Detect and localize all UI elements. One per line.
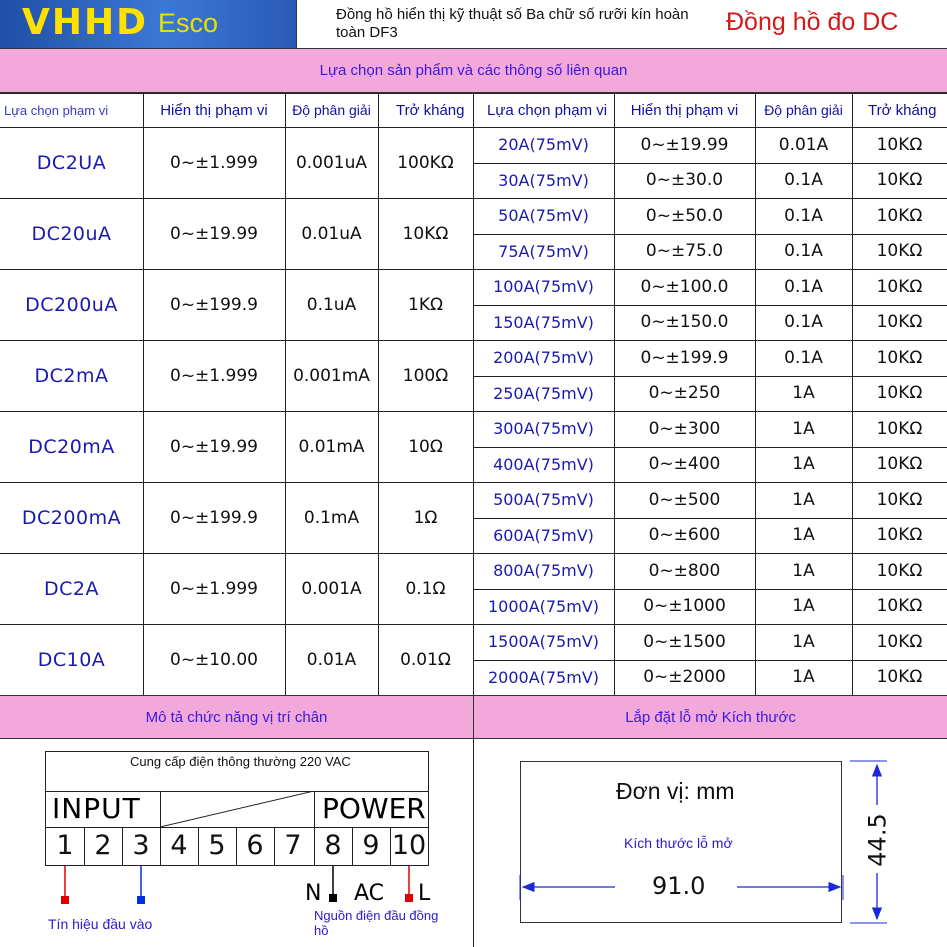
cutout-width: 91.0 [652, 872, 706, 900]
right-row-range: 1500A(75mV) [487, 632, 600, 652]
pin-number: 3 [132, 830, 150, 861]
left-row-resolution: 0.001uA [295, 152, 368, 173]
right-header-2: Độ phân giải [764, 101, 843, 118]
mount-section-header: Lắp đặt lỗ mở Kích thước [474, 695, 947, 739]
left-row-range: DC20mA [28, 435, 115, 458]
right-row-resolution: 1A [792, 525, 815, 546]
pin-divider [198, 827, 199, 866]
left-row-range: DC200mA [21, 506, 122, 529]
right-row-resolution: 0.1A [784, 241, 823, 262]
unit-label: Đơn vị: mm [616, 778, 735, 804]
right-row-impedance: 10KΩ [876, 312, 923, 333]
pin-section-header: Mô tả chức năng vị trí chân [0, 695, 474, 739]
right-row-impedance: 10KΩ [876, 667, 923, 688]
pin-number: 10 [391, 830, 427, 861]
product-description: Đồng hồ hiển thị kỹ thuật số Ba chữ số rưỡi kín hoàn toàn DF3 [336, 6, 689, 41]
left-row-display: 0~±1.999 [170, 152, 258, 173]
right-row-resolution: 1A [792, 631, 815, 652]
pin-divider [390, 827, 391, 866]
cutout-label: Kích thước lỗ mở [624, 835, 733, 851]
left-row-resolution: 0.01A [306, 649, 357, 670]
right-row-display: 0~±250 [648, 383, 721, 404]
right-row-impedance: 10KΩ [876, 489, 923, 510]
right-header-3: Trở kháng [868, 101, 937, 119]
right-row-resolution: 0.1A [784, 312, 823, 333]
right-row-impedance: 10KΩ [876, 276, 923, 297]
right-row-range: 75A(75mV) [498, 241, 589, 261]
left-row-resolution: 0.001mA [293, 365, 370, 386]
right-row-range: 600A(75mV) [493, 525, 594, 545]
supply-text: Cung cấp điện thông thường 220 VAC [130, 754, 351, 769]
brand-name: VHHD [22, 2, 149, 43]
right-row-range: 1000A(75mV) [487, 596, 600, 616]
right-row-display: 0~±400 [648, 454, 721, 475]
left-row-range: DC2mA [34, 364, 109, 387]
right-row-impedance: 10KΩ [876, 596, 923, 617]
right-row-impedance: 10KΩ [876, 170, 923, 191]
right-row-range: 800A(75mV) [493, 561, 594, 581]
right-row-display: 0~±1500 [643, 631, 726, 652]
right-row-impedance: 10KΩ [876, 205, 923, 226]
right-row-display: 0~±150.0 [640, 312, 729, 333]
spec-section-header: Lựa chọn sản phẩm và các thông số liên quan [0, 48, 947, 93]
left-row-display: 0~±19.99 [170, 436, 258, 457]
right-row-display: 0~±300 [648, 418, 721, 439]
right-row-resolution: 0.1A [784, 205, 823, 226]
left-row-impedance: 10Ω [408, 436, 443, 457]
right-row-resolution: 0.1A [784, 170, 823, 191]
terminal-ac-label: AC [354, 881, 385, 906]
pin-divider [236, 827, 237, 866]
pin-divider [160, 827, 161, 866]
right-row-display: 0~±600 [648, 525, 721, 546]
right-row-range: 30A(75mV) [498, 170, 589, 190]
left-row-impedance: 1Ω [413, 507, 438, 528]
right-row-resolution: 1A [792, 418, 815, 439]
right-row-impedance: 10KΩ [876, 454, 923, 475]
right-row-range: 300A(75mV) [493, 419, 594, 439]
left-row-impedance: 1KΩ [408, 294, 443, 315]
right-row-resolution: 1A [792, 383, 815, 404]
left-row-resolution: 0.1uA [306, 294, 357, 315]
right-header-0: Lựa chọn phạm vi [487, 101, 608, 119]
right-row-impedance: 10KΩ [876, 241, 923, 262]
left-row-display: 0~±1.999 [170, 365, 258, 386]
right-row-impedance: 10KΩ [876, 347, 923, 368]
right-row-impedance: 10KΩ [876, 631, 923, 652]
left-row-range: DC10A [37, 648, 106, 671]
right-row-display: 0~±1000 [643, 596, 726, 617]
right-row-resolution: 0.1A [784, 276, 823, 297]
left-header-1: Hiển thị phạm vi [160, 101, 268, 119]
right-row-display: 0~±2000 [643, 667, 726, 688]
input-label: INPUT [52, 792, 141, 825]
right-row-display: 0~±199.9 [640, 347, 729, 368]
right-row-range: 500A(75mV) [493, 490, 594, 510]
left-header-2: Độ phân giải [292, 101, 371, 118]
pin-number: 6 [246, 830, 264, 861]
right-row-range: 20A(75mV) [498, 135, 589, 155]
right-header-1: Hiển thị phạm vi [630, 101, 739, 119]
right-row-display: 0~±30.0 [645, 170, 724, 191]
page-title: Đồng hồ đo DC [726, 8, 899, 36]
pin-divider [352, 827, 353, 866]
signal-input-caption: Tín hiệu đầu vào [48, 916, 153, 932]
left-row-impedance: 0.01Ω [400, 649, 451, 670]
left-row-range: DC200uA [25, 293, 118, 316]
right-row-range: 2000A(75mV) [487, 667, 600, 687]
left-row-resolution: 0.01mA [298, 436, 365, 457]
right-row-range: 250A(75mV) [493, 383, 594, 403]
dimension-arrows [515, 755, 895, 930]
right-row-resolution: 1A [792, 596, 815, 617]
right-row-display: 0~±500 [648, 489, 721, 510]
right-row-impedance: 10KΩ [876, 418, 923, 439]
power-label: POWER [322, 792, 426, 825]
right-row-range: 50A(75mV) [498, 206, 589, 226]
right-row-resolution: 1A [792, 454, 815, 475]
left-row-impedance: 10KΩ [402, 223, 449, 244]
pin-number: 8 [324, 830, 342, 861]
pin-number: 1 [56, 830, 74, 861]
right-row-impedance: 10KΩ [876, 560, 923, 581]
left-row-display: 0~±1.999 [170, 578, 258, 599]
right-row-range: 400A(75mV) [493, 454, 594, 474]
power-input-caption: Nguồn điện đầu đồng hồ [314, 908, 439, 938]
right-row-display: 0~±75.0 [645, 241, 724, 262]
right-row-resolution: 1A [792, 560, 815, 581]
cutout-height: 44.5 [863, 813, 892, 867]
left-row-display: 0~±199.9 [170, 507, 258, 528]
right-row-resolution: 0.01A [778, 134, 829, 155]
left-row-resolution: 0.1mA [303, 507, 360, 528]
right-row-range: 200A(75mV) [493, 348, 594, 368]
pin-number: 9 [362, 830, 380, 861]
right-row-display: 0~±800 [648, 560, 721, 581]
left-row-range: DC20uA [31, 222, 112, 245]
right-row-display: 0~±50.0 [645, 205, 724, 226]
pin-divider [274, 827, 275, 866]
right-row-range: 150A(75mV) [493, 312, 594, 332]
right-row-display: 0~±19.99 [640, 134, 729, 155]
right-row-resolution: 0.1A [784, 347, 823, 368]
left-header-3: Trở kháng [396, 101, 465, 119]
terminal-l-label: L [418, 881, 431, 906]
right-row-impedance: 10KΩ [876, 525, 923, 546]
left-row-impedance: 0.1Ω [405, 578, 446, 599]
right-row-impedance: 10KΩ [876, 383, 923, 404]
divider-diagonal [160, 791, 314, 827]
pin-divider [84, 827, 85, 866]
terminal-n-label: N [305, 881, 322, 906]
pin-divider [314, 827, 315, 866]
left-row-impedance: 100Ω [402, 365, 449, 386]
left-row-range: DC2A [44, 577, 99, 600]
right-row-resolution: 1A [792, 667, 815, 688]
right-row-display: 0~±100.0 [640, 276, 729, 297]
pin-number: 5 [208, 830, 226, 861]
left-row-display: 0~±19.99 [170, 223, 258, 244]
right-row-range: 100A(75mV) [493, 277, 594, 297]
left-row-range: DC2UA [36, 151, 107, 174]
pin-number: 2 [94, 830, 112, 861]
left-row-resolution: 0.001A [301, 578, 362, 599]
brand-subtitle: Esco [158, 8, 219, 38]
pin-number: 4 [170, 830, 188, 861]
left-row-resolution: 0.01uA [301, 223, 362, 244]
left-row-impedance: 100KΩ [397, 152, 454, 173]
right-row-resolution: 1A [792, 489, 815, 510]
pin-divider [122, 827, 123, 866]
left-row-display: 0~±199.9 [170, 294, 258, 315]
left-row-display: 0~±10.00 [170, 649, 258, 670]
right-row-impedance: 10KΩ [876, 134, 923, 155]
left-header-0: Lựa chọn phạm vi [4, 102, 109, 118]
pin-number: 7 [284, 830, 302, 861]
